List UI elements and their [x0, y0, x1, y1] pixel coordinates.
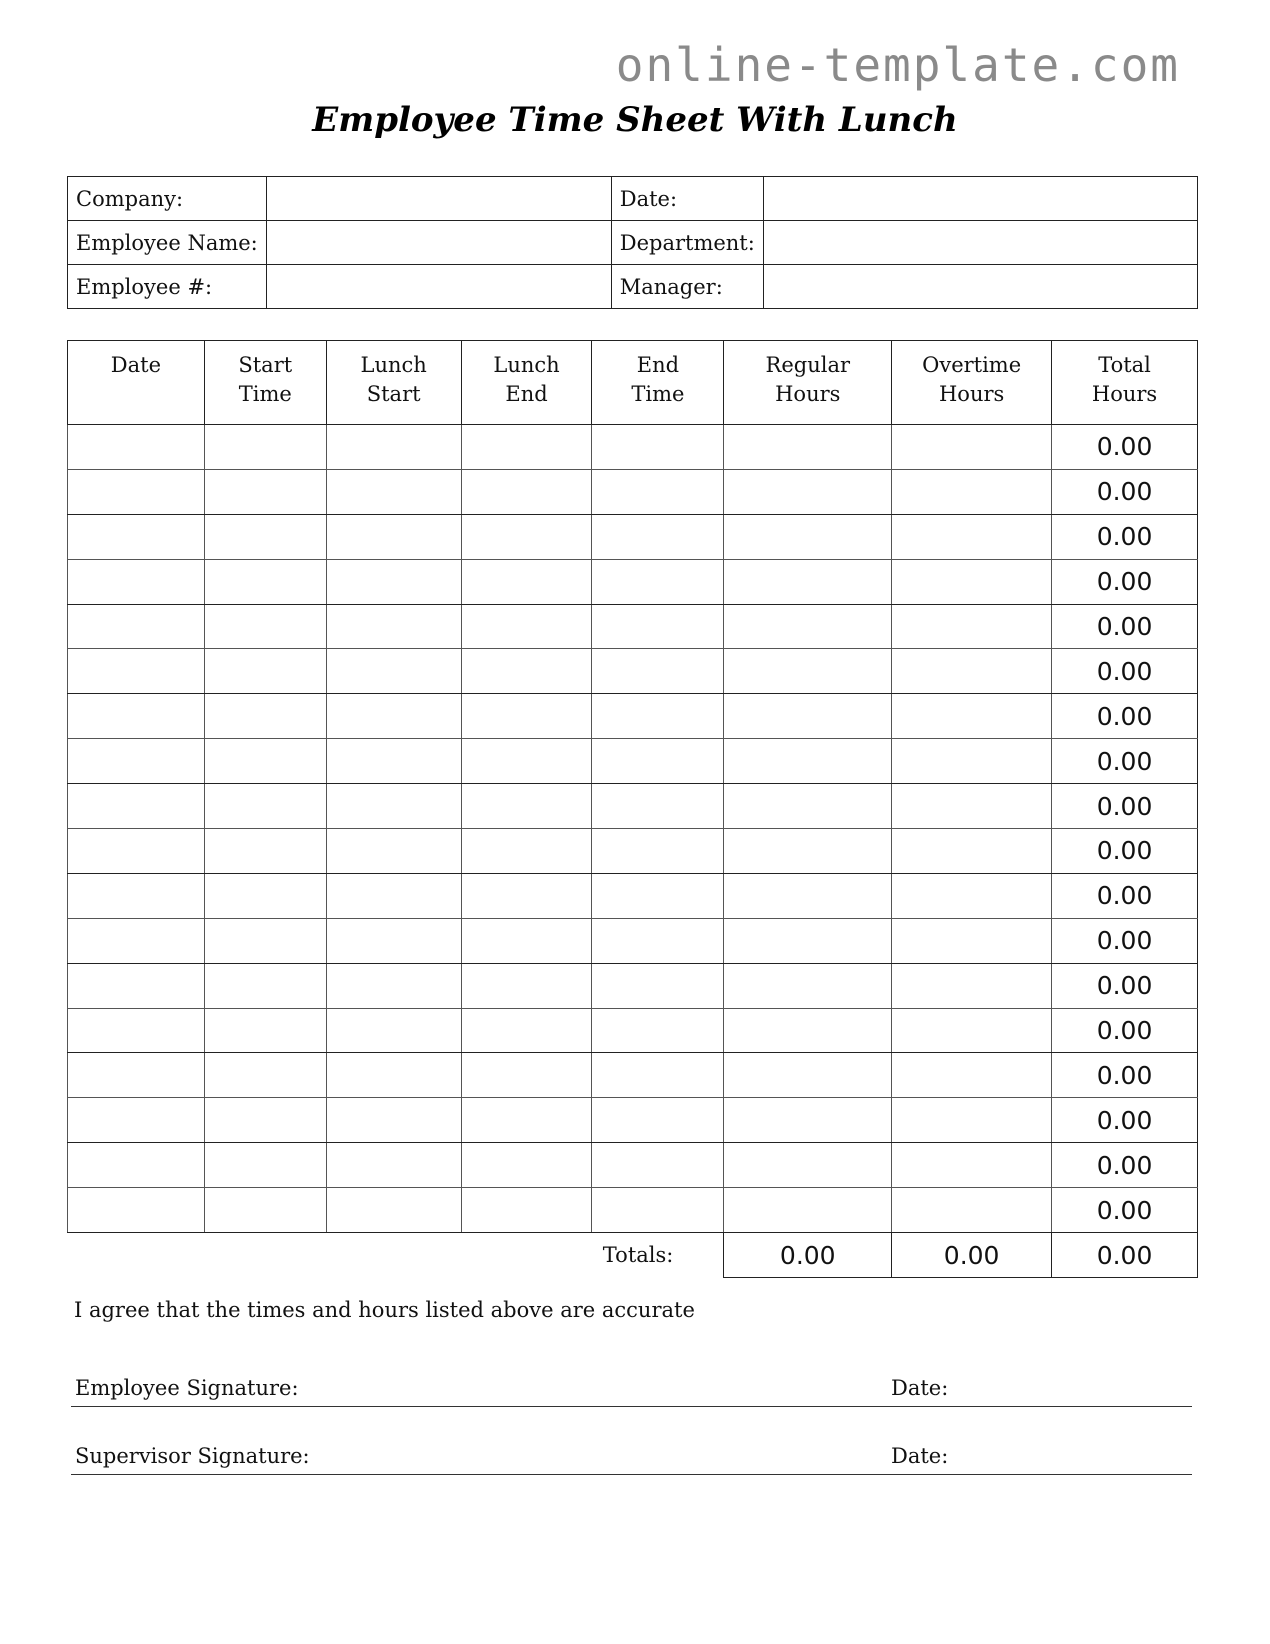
column-header [892, 341, 1052, 425]
company-label: Company: [68, 177, 267, 221]
entry-cell[interactable] [724, 1188, 892, 1233]
column-header-line: End [636, 353, 680, 377]
entry-cell[interactable] [892, 469, 1052, 514]
totals-label: Totals: [602, 1243, 674, 1268]
entry-cell[interactable] [592, 918, 724, 963]
entry-cell[interactable] [724, 694, 892, 739]
column-header-line: Start [238, 353, 293, 377]
entry-cell[interactable] [592, 469, 724, 514]
employee-info-table [67, 176, 1198, 309]
entry-cell[interactable] [461, 1188, 592, 1233]
employee-signature-line[interactable] [71, 1372, 1192, 1407]
entry-cell[interactable] [326, 963, 461, 1008]
entry-cell[interactable] [326, 649, 461, 694]
regular-hours-total: 0.00 [724, 1233, 892, 1278]
entry-cell[interactable] [892, 829, 1052, 874]
entry-cell[interactable] [326, 1053, 461, 1098]
column-header-line: Total [1098, 353, 1151, 377]
row-total-hours: 0.00 [1052, 1143, 1198, 1188]
entry-cell[interactable] [204, 649, 326, 694]
entry-cell[interactable] [724, 469, 892, 514]
department-field[interactable] [763, 221, 1197, 265]
entry-cell[interactable] [204, 784, 326, 829]
table-row [68, 514, 1198, 559]
agreement-text: I agree that the times and hours listed above are accurate [74, 1298, 695, 1322]
supervisor-signature-label: Supervisor Signature: [75, 1444, 310, 1468]
entry-cell[interactable] [724, 873, 892, 918]
row-total-hours: 0.00 [1052, 469, 1198, 514]
table-row [68, 1143, 1198, 1188]
entry-cell[interactable] [461, 559, 592, 604]
entry-cell[interactable] [204, 1188, 326, 1233]
entry-cell[interactable] [724, 1008, 892, 1053]
entry-cell[interactable] [204, 873, 326, 918]
row-total-hours: 0.00 [1052, 514, 1198, 559]
entry-cell[interactable] [326, 829, 461, 874]
watermark: online-template.com [615, 38, 1180, 92]
entry-cell[interactable] [592, 694, 724, 739]
entry-cell[interactable] [204, 604, 326, 649]
column-header [326, 341, 461, 425]
column-header-line: Date [110, 353, 162, 377]
table-row [68, 694, 1198, 739]
row-total-hours: 0.00 [1052, 873, 1198, 918]
entry-cell[interactable] [68, 739, 205, 784]
entry-cell[interactable] [592, 1188, 724, 1233]
entry-cell[interactable] [204, 739, 326, 784]
table-row [68, 559, 1198, 604]
employee-signature-date-label: Date: [891, 1376, 949, 1400]
manager-label: Manager: [611, 265, 763, 309]
row-total-hours: 0.00 [1052, 604, 1198, 649]
supervisor-signature-date-label: Date: [891, 1444, 949, 1468]
column-header-line: Regular [765, 353, 850, 377]
entry-cell[interactable] [892, 1188, 1052, 1233]
entry-cell[interactable] [461, 469, 592, 514]
entry-cell[interactable] [204, 1143, 326, 1188]
entry-cell[interactable] [461, 829, 592, 874]
entry-cell[interactable] [204, 963, 326, 1008]
entry-cell[interactable] [724, 649, 892, 694]
supervisor-signature-line[interactable] [71, 1440, 1192, 1475]
column-header [68, 341, 205, 425]
entry-cell[interactable] [461, 1008, 592, 1053]
overtime-hours-total: 0.00 [892, 1233, 1052, 1278]
entry-cell[interactable] [326, 1098, 461, 1143]
entry-cell[interactable] [326, 1143, 461, 1188]
column-header [204, 341, 326, 425]
entry-cell[interactable] [724, 963, 892, 1008]
entry-cell[interactable] [204, 694, 326, 739]
column-header-line: Start [366, 382, 421, 406]
entry-cell[interactable] [326, 425, 461, 470]
entry-cell[interactable] [326, 559, 461, 604]
entry-cell[interactable] [892, 1008, 1052, 1053]
entry-cell[interactable] [326, 873, 461, 918]
row-total-hours: 0.00 [1052, 1008, 1198, 1053]
entry-cell[interactable] [326, 694, 461, 739]
entry-cell[interactable] [68, 1098, 205, 1143]
entry-cell[interactable] [204, 559, 326, 604]
entry-cell[interactable] [724, 739, 892, 784]
entry-cell[interactable] [204, 1098, 326, 1143]
column-header-line: Hours [938, 382, 1005, 406]
entry-cell[interactable] [68, 694, 205, 739]
entry-cell[interactable] [68, 514, 205, 559]
entry-cell[interactable] [592, 873, 724, 918]
table-row [68, 829, 1198, 874]
entry-cell[interactable] [892, 918, 1052, 963]
entry-cell[interactable] [461, 1053, 592, 1098]
entry-cell[interactable] [724, 1143, 892, 1188]
employee-number-field[interactable] [266, 265, 611, 309]
entry-cell[interactable] [204, 1053, 326, 1098]
entry-cell[interactable] [724, 918, 892, 963]
company-field[interactable] [266, 177, 611, 221]
row-total-hours: 0.00 [1052, 784, 1198, 829]
entry-cell[interactable] [326, 469, 461, 514]
manager-field[interactable] [763, 265, 1197, 309]
table-row [68, 1098, 1198, 1143]
entry-cell[interactable] [892, 1053, 1052, 1098]
row-total-hours: 0.00 [1052, 649, 1198, 694]
table-row [68, 1053, 1198, 1098]
entry-cell[interactable] [461, 604, 592, 649]
entry-cell[interactable] [68, 918, 205, 963]
entry-cell[interactable] [592, 739, 724, 784]
entry-cell[interactable] [68, 425, 205, 470]
entry-cell[interactable] [326, 1008, 461, 1053]
employee-number-label: Employee #: [68, 265, 267, 309]
entry-cell[interactable] [68, 559, 205, 604]
total-hours-total: 0.00 [1052, 1233, 1198, 1278]
entry-cell[interactable] [592, 1143, 724, 1188]
entry-cell[interactable] [461, 425, 592, 470]
entry-cell[interactable] [592, 559, 724, 604]
entry-cell[interactable] [204, 829, 326, 874]
entry-cell[interactable] [592, 604, 724, 649]
entry-cell[interactable] [592, 784, 724, 829]
table-row [68, 1188, 1198, 1233]
entry-cell[interactable] [724, 604, 892, 649]
row-total-hours: 0.00 [1052, 918, 1198, 963]
entry-cell[interactable] [724, 1053, 892, 1098]
column-header-line: Overtime [922, 353, 1022, 377]
row-total-hours: 0.00 [1052, 829, 1198, 874]
employee-signature-label: Employee Signature: [75, 1376, 299, 1400]
entry-cell[interactable] [724, 559, 892, 604]
entry-cell[interactable] [592, 963, 724, 1008]
entry-cell[interactable] [68, 1188, 205, 1233]
date-label: Date: [611, 177, 763, 221]
entry-cell[interactable] [461, 649, 592, 694]
entry-cell[interactable] [68, 604, 205, 649]
entry-cell[interactable] [892, 425, 1052, 470]
date-field[interactable] [763, 177, 1197, 221]
entry-cell[interactable] [892, 1143, 1052, 1188]
table-row [68, 918, 1198, 963]
entry-cell[interactable] [326, 739, 461, 784]
entry-cell[interactable] [592, 425, 724, 470]
entry-cell[interactable] [592, 1098, 724, 1143]
employee-name-field[interactable] [266, 221, 611, 265]
column-header-line: Hours [775, 382, 841, 406]
entry-cell[interactable] [68, 1143, 205, 1188]
row-total-hours: 0.00 [1052, 559, 1198, 604]
entry-cell[interactable] [892, 559, 1052, 604]
entry-cell[interactable] [461, 963, 592, 1008]
column-header [724, 341, 892, 425]
table-row [68, 739, 1198, 784]
entry-cell[interactable] [892, 873, 1052, 918]
entry-cell[interactable] [892, 784, 1052, 829]
column-header-line: Lunch [493, 353, 560, 377]
table-row [68, 873, 1198, 918]
entry-cell[interactable] [892, 694, 1052, 739]
column-header [461, 341, 592, 425]
table-row [68, 1008, 1198, 1053]
entry-cell[interactable] [592, 649, 724, 694]
row-total-hours: 0.00 [1052, 694, 1198, 739]
column-header [1052, 341, 1198, 425]
entry-cell[interactable] [204, 1008, 326, 1053]
timesheet-table [67, 340, 1198, 1278]
timesheet-header-row [68, 341, 1198, 425]
entry-cell[interactable] [68, 963, 205, 1008]
table-row [68, 604, 1198, 649]
table-row [68, 963, 1198, 1008]
row-total-hours: 0.00 [1052, 1098, 1198, 1143]
row-total-hours: 0.00 [1052, 739, 1198, 784]
entry-cell[interactable] [724, 425, 892, 470]
entry-cell[interactable] [592, 829, 724, 874]
page-title: Employee Time Sheet With Lunch [312, 100, 958, 140]
entry-cell[interactable] [892, 963, 1052, 1008]
column-header-line: Hours [1091, 382, 1158, 406]
column-header-line: End [505, 382, 548, 406]
entry-cell[interactable] [68, 1008, 205, 1053]
entry-cell[interactable] [724, 1098, 892, 1143]
employee-name-label: Employee Name: [68, 221, 267, 265]
table-row [68, 469, 1198, 514]
entry-cell[interactable] [68, 649, 205, 694]
entry-cell[interactable] [461, 514, 592, 559]
entry-cell[interactable] [724, 784, 892, 829]
column-header-line: Lunch [360, 353, 427, 377]
entry-cell[interactable] [68, 873, 205, 918]
entry-cell[interactable] [204, 514, 326, 559]
entry-cell[interactable] [326, 1188, 461, 1233]
table-row [68, 784, 1198, 829]
table-row [68, 649, 1198, 694]
entry-cell[interactable] [592, 514, 724, 559]
entry-cell[interactable] [461, 739, 592, 784]
entry-cell[interactable] [326, 784, 461, 829]
entry-cell[interactable] [68, 784, 205, 829]
totals-row [68, 1233, 1198, 1278]
entry-cell[interactable] [892, 514, 1052, 559]
row-total-hours: 0.00 [1052, 425, 1198, 470]
entry-cell[interactable] [892, 739, 1052, 784]
row-total-hours: 0.00 [1052, 1053, 1198, 1098]
column-header-line: Time [238, 382, 292, 406]
entry-cell[interactable] [892, 1098, 1052, 1143]
entry-cell[interactable] [461, 784, 592, 829]
entry-cell[interactable] [461, 1098, 592, 1143]
entry-cell[interactable] [461, 694, 592, 739]
entry-cell[interactable] [204, 425, 326, 470]
entry-cell[interactable] [68, 829, 205, 874]
entry-cell[interactable] [461, 873, 592, 918]
entry-cell[interactable] [326, 514, 461, 559]
column-header-line: Time [631, 382, 685, 406]
entry-cell[interactable] [68, 469, 205, 514]
entry-cell[interactable] [68, 1053, 205, 1098]
entry-cell[interactable] [892, 604, 1052, 649]
entry-cell[interactable] [592, 1053, 724, 1098]
entry-cell[interactable] [461, 918, 592, 963]
entry-cell[interactable] [204, 918, 326, 963]
row-total-hours: 0.00 [1052, 963, 1198, 1008]
entry-cell[interactable] [461, 1143, 592, 1188]
entry-cell[interactable] [724, 829, 892, 874]
department-label: Department: [611, 221, 763, 265]
table-row [68, 425, 1198, 470]
entry-cell[interactable] [326, 604, 461, 649]
column-header [592, 341, 724, 425]
entry-cell[interactable] [724, 514, 892, 559]
entry-cell[interactable] [592, 1008, 724, 1053]
entry-cell[interactable] [892, 649, 1052, 694]
row-total-hours: 0.00 [1052, 1188, 1198, 1233]
entry-cell[interactable] [204, 469, 326, 514]
entry-cell[interactable] [326, 918, 461, 963]
